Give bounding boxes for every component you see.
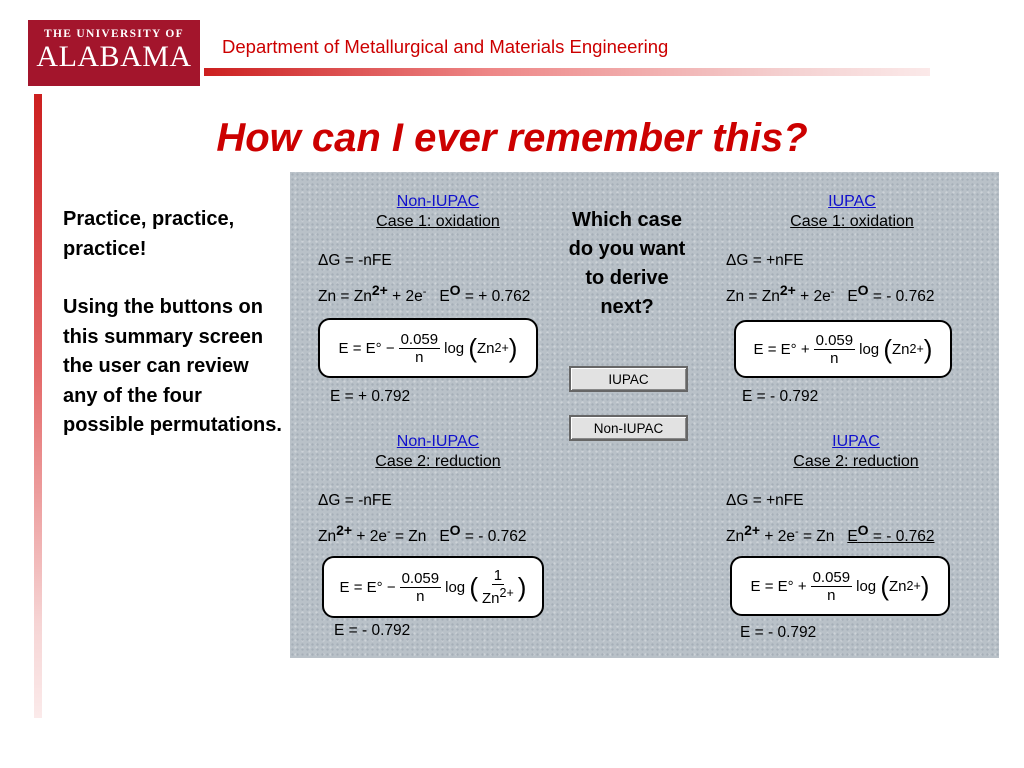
q2-dg: ΔG = +nFE (726, 252, 804, 269)
q4-dg: ΔG = +nFE (726, 492, 804, 509)
summary-screen (290, 172, 999, 658)
header-rule (204, 68, 930, 76)
q3-convention-link[interactable]: Non-IUPAC (396, 433, 480, 450)
q1-convention-link[interactable]: Non-IUPAC (396, 193, 480, 210)
q2-convention-link[interactable]: IUPAC (828, 193, 876, 210)
body-paragraph-1: Practice, practice, practice! (63, 208, 235, 260)
q4-case: Case 2: reduction (793, 453, 919, 470)
q2-case: Case 1: oxidation (790, 213, 914, 230)
q1-nernst-formula: E = E° − $\frac{0.059}{n}$ log ( Zn 2+ ) (318, 318, 538, 378)
q3-reaction: Zn2+ + 2e- = Zn EO = - 0.762 (318, 522, 527, 545)
q3-nernst-formula: E = E° − $\frac{0.059}{n}$ log ( $\frac{1}{Zn^{2+}}$ ) (322, 556, 544, 618)
q3-case: Case 2: reduction (375, 453, 501, 470)
side-rule (34, 94, 42, 718)
q1-dg: ΔG = -nFE (318, 252, 392, 269)
non-iupac-button[interactable]: Non-IUPAC (569, 415, 688, 441)
q3-result: E = - 0.792 (334, 622, 411, 639)
q2-reaction: Zn = Zn2+ + 2e- EO = - 0.762 (726, 282, 935, 305)
q1-header (338, 192, 538, 232)
derive-question: Which case do you want to derive next? (568, 209, 686, 318)
q2-result: E = - 0.792 (742, 388, 819, 405)
q1-reaction: Zn = Zn2+ + 2e- EO = + 0.762 (318, 282, 531, 305)
slide-title: How can I ever remember this? (216, 116, 808, 160)
body-text (63, 205, 288, 470)
logo-line1: THE UNIVERSITY OF (44, 28, 184, 40)
department-name: Department of Metallurgical and Materials Engineering (222, 36, 669, 57)
logo-line2: ALABAMA (36, 40, 192, 73)
q4-convention-link[interactable]: IUPAC (832, 433, 880, 450)
university-logo (28, 20, 200, 86)
q4-nernst-formula: E = E° + $\frac{0.059}{n}$ log ( Zn 2+ ) (730, 556, 950, 616)
q2-nernst-formula: E = E° + $\frac{0.059}{n}$ log ( Zn 2+ ) (734, 320, 952, 378)
q1-result: E = + 0.792 (330, 388, 411, 405)
q4-reaction: Zn2+ + 2e- = Zn EO = - 0.762 (726, 522, 935, 545)
q3-header (338, 432, 538, 472)
iupac-button[interactable]: IUPAC (569, 366, 688, 392)
q4-header (756, 432, 956, 472)
body-paragraph-2: Using the buttons on this summary screen the user can review any of the four possible permutations. (63, 296, 282, 436)
q4-result: E = - 0.792 (740, 624, 817, 641)
q3-dg: ΔG = -nFE (318, 492, 392, 509)
q1-case: Case 1: oxidation (376, 213, 500, 230)
q2-header (752, 192, 952, 232)
